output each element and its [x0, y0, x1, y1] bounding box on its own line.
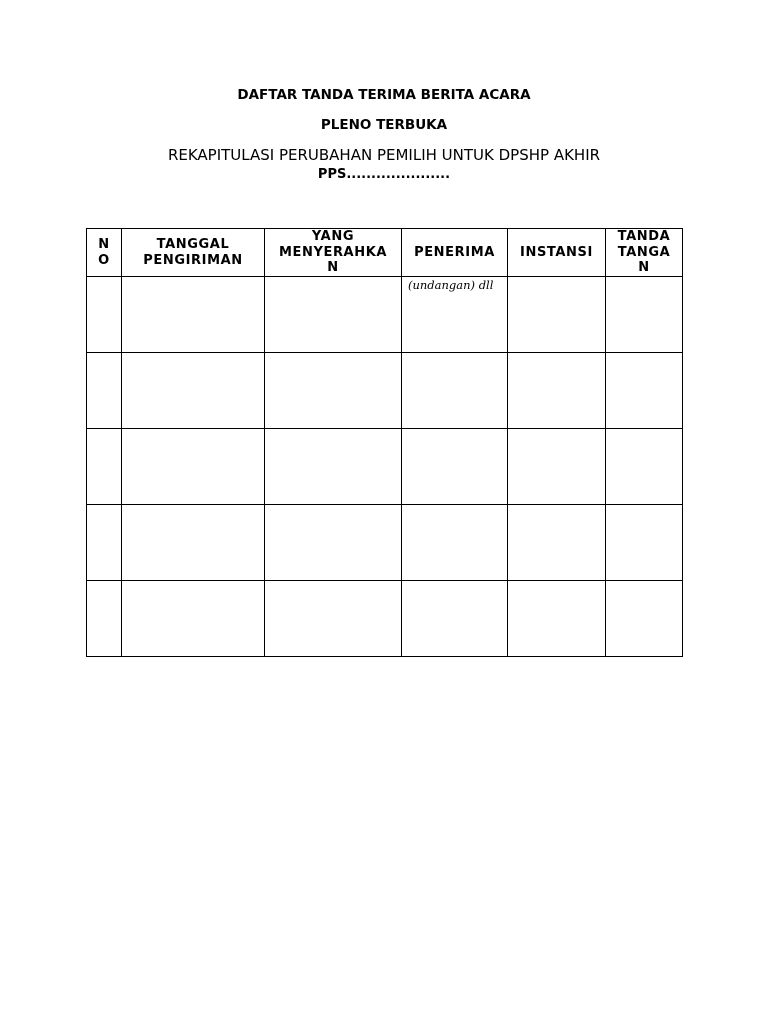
cell-tanda-tangan[interactable] — [606, 581, 683, 657]
header-penerima: PENERIMA — [402, 229, 508, 277]
document-heading: REKAPITULASI PERUBAHAN PEMILIH UNTUK DPSHP AKHIR — [167, 146, 601, 164]
table-row — [87, 581, 683, 657]
cell-instansi[interactable] — [508, 429, 606, 505]
cell-instansi[interactable] — [508, 581, 606, 657]
table-row — [87, 277, 683, 353]
cell-tanggal-pengiriman[interactable] — [122, 353, 265, 429]
penerima-note: (undangan) dll — [408, 278, 494, 292]
cell-tanggal-pengiriman[interactable] — [122, 581, 265, 657]
table-row — [87, 505, 683, 581]
cell-yang-menyerahkan[interactable] — [265, 353, 402, 429]
cell-penerima[interactable] — [402, 429, 508, 505]
pps-line: PPS..................... — [317, 167, 451, 182]
cell-yang-menyerahkan[interactable] — [265, 581, 402, 657]
cell-tanda-tangan[interactable] — [606, 429, 683, 505]
cell-penerima[interactable] — [402, 277, 508, 353]
cell-instansi[interactable] — [508, 505, 606, 581]
header-tanda-tangan: TANDA TANGA N — [606, 229, 683, 277]
cell-yang-menyerahkan[interactable] — [265, 429, 402, 505]
cell-tanggal-pengiriman[interactable] — [122, 277, 265, 353]
cell-penerima[interactable] — [402, 353, 508, 429]
cell-penerima[interactable] — [402, 581, 508, 657]
header-instansi: INSTANSI — [508, 229, 606, 277]
cell-yang-menyerahkan[interactable] — [265, 277, 402, 353]
cell-tanda-tangan[interactable] — [606, 505, 683, 581]
cell-tanggal-pengiriman[interactable] — [122, 429, 265, 505]
header-no: N O — [87, 229, 122, 277]
cell-no[interactable] — [87, 277, 122, 353]
cell-yang-menyerahkan[interactable] — [265, 505, 402, 581]
cell-no[interactable] — [87, 429, 122, 505]
table-row — [87, 353, 683, 429]
cell-tanda-tangan[interactable] — [606, 277, 683, 353]
cell-instansi[interactable] — [508, 277, 606, 353]
cell-no[interactable] — [87, 581, 122, 657]
cell-no[interactable] — [87, 353, 122, 429]
cell-penerima[interactable] — [402, 505, 508, 581]
table-row — [87, 429, 683, 505]
cell-tanda-tangan[interactable] — [606, 353, 683, 429]
document-subtitle: PLENO TERBUKA — [320, 117, 448, 133]
header-tanggal-pengiriman: TANGGAL PENGIRIMAN — [122, 229, 265, 277]
cell-no[interactable] — [87, 505, 122, 581]
receipt-table — [86, 228, 683, 657]
table-header-row — [87, 229, 683, 277]
document-title: DAFTAR TANDA TERIMA BERITA ACARA — [237, 87, 531, 103]
header-yang-menyerahkan: YANG MENYERAHKA N — [265, 229, 402, 277]
cell-instansi[interactable] — [508, 353, 606, 429]
cell-tanggal-pengiriman[interactable] — [122, 505, 265, 581]
